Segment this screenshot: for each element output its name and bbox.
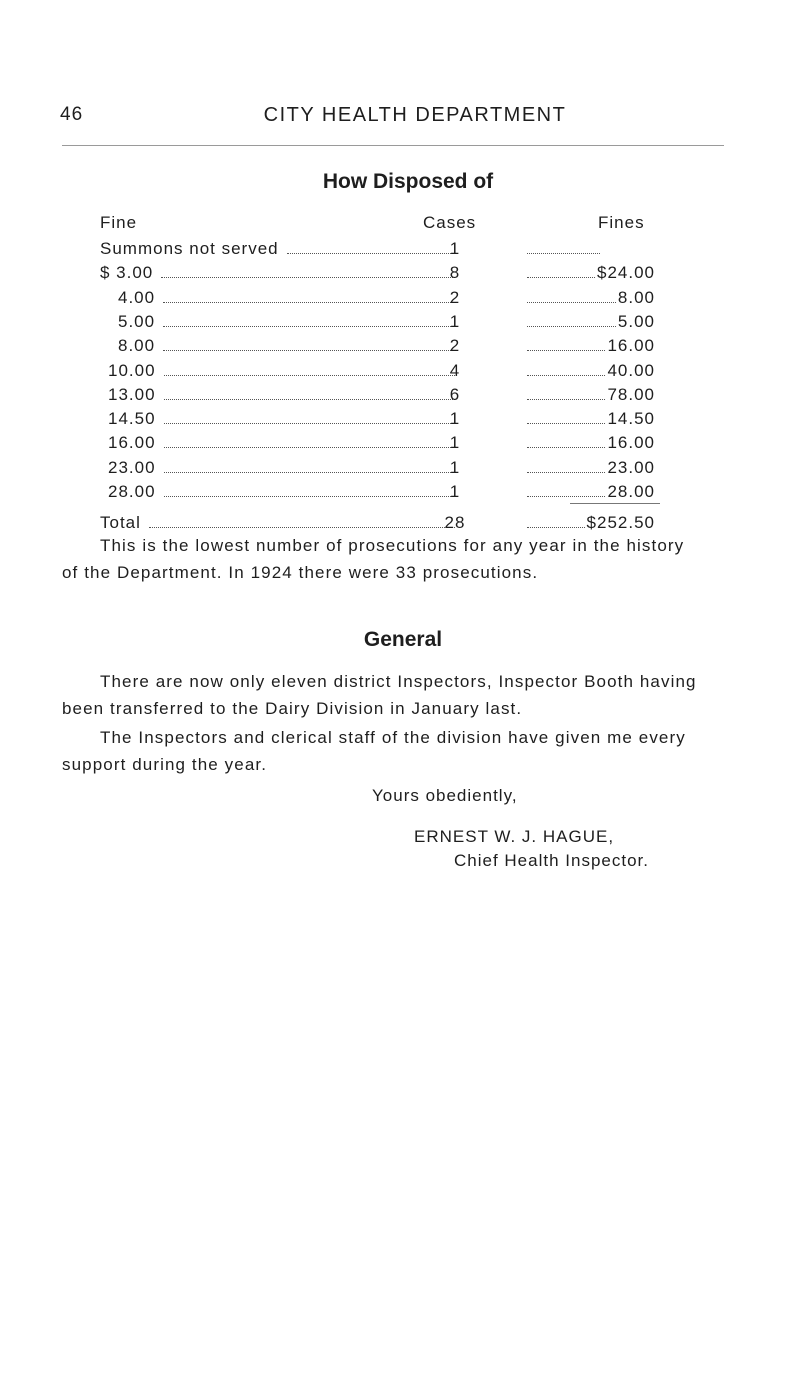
cases-cell: 1 <box>449 458 461 477</box>
leader-dots <box>527 375 605 376</box>
fines-cell: 16.00 <box>607 336 655 355</box>
cases-cell: 1 <box>449 482 461 501</box>
fine-cell: $ 3.00 <box>100 263 154 282</box>
leader-dots <box>163 350 455 351</box>
fines-cell: $24.00 <box>597 263 655 282</box>
leader-dots <box>527 423 605 424</box>
leader-dots <box>163 302 455 303</box>
column-header-cases: Cases <box>423 213 477 232</box>
note-line-2: of the Department. In 1924 there were 33 prosecutions. <box>62 563 539 582</box>
fines-cell: 14.50 <box>607 409 655 428</box>
column-header-fine: Fine <box>100 213 138 232</box>
closing: Yours obediently, <box>372 786 518 805</box>
leader-dots <box>163 326 455 327</box>
general-para1-line-2: been transferred to the Dairy Division in January last. <box>62 699 523 718</box>
fines-cell: 16.00 <box>607 433 655 452</box>
fines-cell: $252.50 <box>586 513 655 532</box>
leader-dots <box>164 447 455 448</box>
table-row <box>0 361 800 383</box>
leader-dots <box>527 472 605 473</box>
table-row <box>0 336 800 358</box>
leader-dots <box>149 527 455 528</box>
header-rule <box>62 145 724 146</box>
fine-cell: 16.00 <box>108 433 156 452</box>
general-para2-line-2: support during the year. <box>62 755 268 774</box>
fines-cell: 5.00 <box>617 312 655 331</box>
page-number: 46 <box>60 104 84 125</box>
prosecution-note <box>62 532 738 586</box>
cases-cell: 1 <box>449 239 461 258</box>
table-row <box>0 312 800 334</box>
fine-cell: 10.00 <box>108 361 156 380</box>
fine-cell: Summons not served <box>100 239 279 258</box>
general-para2-line-1: The Inspectors and clerical staff of the division have given me every <box>100 728 686 747</box>
general-heading: General <box>363 628 443 651</box>
note-line-1: This is the lowest number of prosecutions for any year in the history <box>100 536 685 555</box>
table-row <box>0 482 800 504</box>
signatory-title: Chief Health Inspector. <box>454 851 649 870</box>
general-paragraph-1 <box>62 668 738 722</box>
cases-cell: 28 <box>444 513 466 532</box>
leader-dots <box>527 447 605 448</box>
fines-cell: 40.00 <box>607 361 655 380</box>
signatory-name: ERNEST W. J. HAGUE, <box>414 827 615 846</box>
table-row <box>0 409 800 431</box>
running-title: CITY HEALTH DEPARTMENT <box>263 104 567 126</box>
cases-cell: 6 <box>449 385 461 404</box>
table-heading: How Disposed of <box>322 170 494 193</box>
fine-cell: 4.00 <box>118 288 156 307</box>
table-row <box>0 288 800 310</box>
fine-cell: Total <box>100 513 141 532</box>
fines-cell: 8.00 <box>617 288 655 307</box>
general-paragraph-2 <box>62 724 738 778</box>
leader-dots <box>527 527 585 528</box>
fine-cell: 14.50 <box>108 409 156 428</box>
leader-dots <box>527 326 616 327</box>
fine-cell: 23.00 <box>108 458 156 477</box>
leader-dots <box>164 423 455 424</box>
fine-cell: 8.00 <box>118 336 156 355</box>
leader-dots <box>164 375 455 376</box>
leader-dots <box>527 399 605 400</box>
table-row <box>0 458 800 480</box>
fines-cell: 28.00 <box>607 482 655 501</box>
cases-cell: 1 <box>449 433 461 452</box>
leader-dots <box>164 399 455 400</box>
cases-cell: 2 <box>449 288 461 307</box>
general-para1-line-1: There are now only eleven district Inspectors, Inspector Booth having <box>100 672 697 691</box>
table-row <box>0 433 800 455</box>
total-rule <box>570 503 660 504</box>
table-row <box>0 239 800 261</box>
leader-dots <box>527 302 616 303</box>
table-row <box>0 263 800 285</box>
cases-cell: 4 <box>449 361 461 380</box>
fine-cell: 28.00 <box>108 482 156 501</box>
leader-dots <box>527 350 605 351</box>
cases-cell: 1 <box>449 312 461 331</box>
leader-dots <box>527 253 600 254</box>
fine-cell: 13.00 <box>108 385 156 404</box>
fines-cell: 23.00 <box>607 458 655 477</box>
cases-cell: 2 <box>449 336 461 355</box>
leader-dots <box>161 277 455 278</box>
leader-dots <box>527 496 605 497</box>
leader-dots <box>527 277 595 278</box>
column-header-fines: Fines <box>598 213 645 232</box>
leader-dots <box>164 472 455 473</box>
leader-dots <box>164 496 455 497</box>
cases-cell: 1 <box>449 409 461 428</box>
fine-cell: 5.00 <box>118 312 156 331</box>
table-row <box>0 385 800 407</box>
cases-cell: 8 <box>449 263 461 282</box>
fines-cell: 78.00 <box>607 385 655 404</box>
